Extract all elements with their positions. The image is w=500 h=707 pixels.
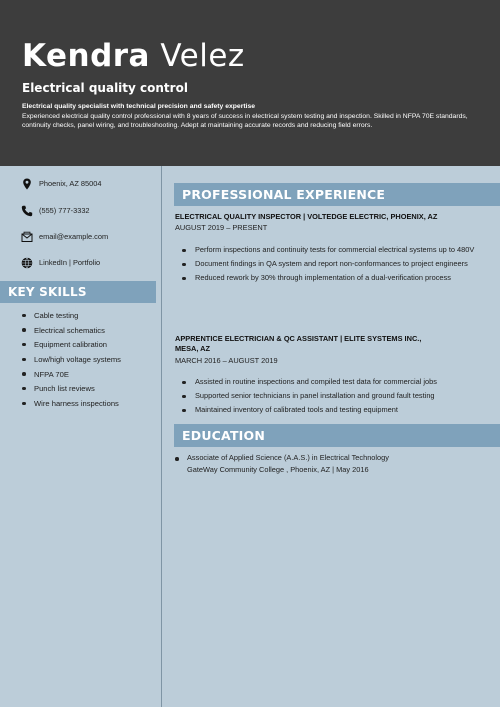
job-title-line-2: MESA, AZ	[175, 344, 211, 353]
list-item: Document findings in QA system and report non-conformances to project engineers	[182, 259, 487, 269]
resume-header	[0, 0, 500, 166]
location-text: Phoenix, AZ 85004	[39, 179, 102, 188]
job-bullets	[182, 245, 487, 287]
degree-text: Associate of Applied Science (A.A.S.) in Electrical Technology	[187, 453, 389, 462]
contact-links[interactable]	[20, 256, 160, 269]
list-item: Maintained inventory of calibrated tools and testing equipment	[182, 405, 487, 415]
phone-icon	[20, 204, 33, 217]
list-item: Reduced rework by 30% through implementation of a dual-verification process	[182, 273, 487, 283]
skills-list	[22, 310, 121, 413]
job-title-line: ELECTRICAL QUALITY INSPECTOR | VOLTEDGE ELECTRIC, PHOENIX, AZ	[175, 212, 438, 221]
list-item: Electrical schematics	[22, 325, 121, 340]
email-link[interactable]: email@example.com	[39, 232, 109, 241]
list-item: Supported senior technicians in panel installation and ground fault testing	[182, 391, 487, 401]
job-title-line: APPRENTICE ELECTRICIAN & QC ASSISTANT | ELITE SYSTEMS INC.,	[175, 334, 422, 343]
summary-headline: Electrical quality specialist with technical precision and safety expertise	[22, 103, 256, 110]
mail-icon	[20, 230, 33, 243]
job-dates: AUGUST 2019 – PRESENT	[175, 223, 268, 232]
bullet-dot	[175, 457, 179, 461]
list-item: Cable testing	[22, 310, 121, 325]
last-name: Velez	[160, 38, 245, 74]
contact-phone	[20, 204, 160, 217]
summary-text: Experienced electrical quality control professional with 8 years of success in electrical system testing and inspection. Skilled in NFPA 70E standards, continuity checks, panel wiring, and troubleshooting. Adept at maintaining accurate records and reducing field errors.	[22, 113, 468, 129]
contact-email[interactable]	[20, 230, 160, 243]
profile-links[interactable]: LinkedIn | Portfolio	[39, 258, 101, 267]
list-item: Assisted in routine inspections and compiled test data for commercial jobs	[182, 377, 487, 387]
list-item: Perform inspections and continuity tests for commercial electrical systems up to 480V	[182, 245, 487, 255]
phone-text: (555) 777-3332	[39, 206, 90, 215]
column-divider	[161, 166, 162, 707]
list-item: Wire harness inspections	[22, 398, 121, 413]
school-line: GateWay Community College , Phoenix, AZ | May 2016	[187, 465, 369, 474]
contact-location	[20, 177, 160, 190]
candidate-name	[22, 36, 245, 76]
globe-icon	[20, 256, 33, 269]
list-item: Punch list reviews	[22, 383, 121, 398]
experience-heading: PROFESSIONAL EXPERIENCE	[174, 183, 500, 206]
job-title: Electrical quality control	[22, 81, 188, 95]
job-bullets	[182, 377, 487, 419]
map-pin-icon	[20, 177, 33, 190]
list-item: Equipment calibration	[22, 339, 121, 354]
job-dates: MARCH 2016 – AUGUST 2019	[175, 356, 278, 365]
skills-heading: KEY SKILLS	[0, 281, 156, 303]
list-item: Low/high voltage systems	[22, 354, 121, 369]
first-name: Kendra	[22, 38, 150, 74]
list-item: NFPA 70E	[22, 369, 121, 384]
education-heading: EDUCATION	[174, 424, 500, 447]
